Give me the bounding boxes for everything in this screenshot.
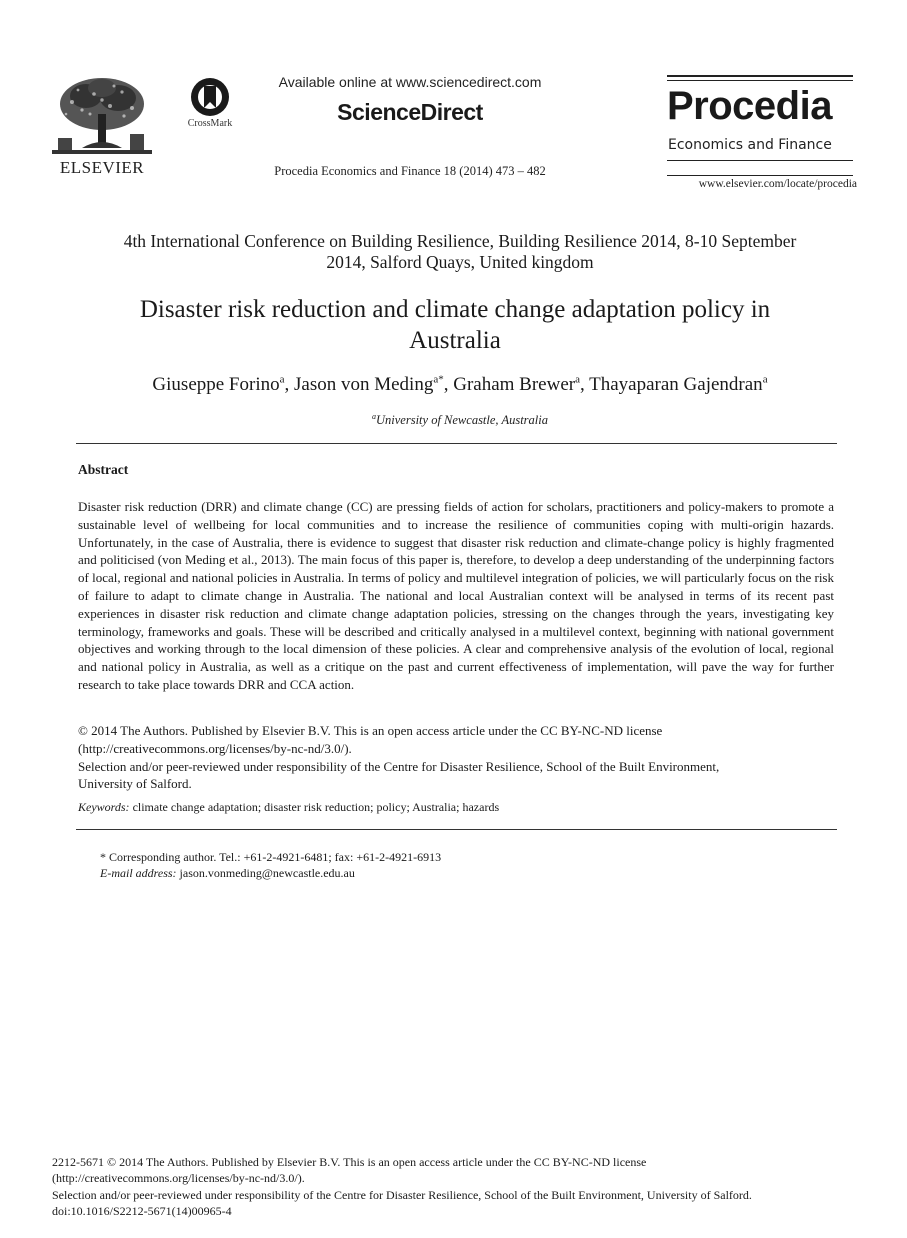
email-address[interactable]: jason.vonmeding@newcastle.edu.au [176, 866, 355, 880]
author-affiliation-mark: a [279, 373, 285, 386]
author-affiliation-mark: a* [433, 373, 444, 386]
affiliation-mark: a [372, 412, 376, 421]
author-affiliation-mark: a [575, 373, 580, 386]
author-name: Thayaparan Gajendran [589, 374, 763, 395]
license-block [78, 722, 834, 793]
corresponding-email-line [100, 865, 800, 881]
keywords-list: climate change adaptation; disaster risk reduction; policy; Australia; hazards [129, 800, 500, 814]
paper-title-line: Disaster risk reduction and climate change adaptation policy in [139, 296, 771, 323]
abstract-body: Disaster risk reduction (DRR) and climate change (CC) are pressing fields of action for scholars, practitioners and policy-makers to promote a sustainable level of wellbeing for local communities and to increase the resilience of communities coping with multi-origin hazards. Unfortunately, in the case of Australia, there is evidence to suggest that disaster risk reduction and climate-change policy is highly fragmented and politicised (von Meding et al., 2013). The main focus of this paper is, therefore, to develop a deep understanding of the underpinning factors of local, regional and national policies in Australia. In terms of policy and multilevel integration of policies, we will particularly focus on the risk of failure to adapt to climate change in Australia. The national and local Australian context will be analysed in terms of its recent past experiences in disaster risk reduction and climate change adaptation policies, stressing on the changes through the years, investigating key terminology, frameworks and goals. These will be described and critically analysed in a multilevel context, beginning with national government objectives and working through to the local dimension of these policies. A clear and comprehensive analysis of the evolution of local, regional and national policy in Australia, as well as a critique on the past and current effectiveness of implementation, will pave the way for further research to take place towards DRR and CCA action. [78, 499, 834, 692]
conference-line: 4th International Conference on Building Resilience, Building Resilience 2014, 8-10 September [123, 231, 797, 251]
author-name: Graham Brewer [453, 374, 576, 395]
author-separator: , [443, 374, 454, 395]
corresponding-author [100, 849, 800, 881]
crossmark-label: CrossMark [187, 118, 233, 129]
section-rule [76, 829, 837, 830]
author-separator: , [579, 374, 590, 395]
sciencedirect-brand: ScienceDirect [337, 99, 483, 125]
review-line: University of Salford. [78, 776, 192, 792]
conference-info [60, 231, 860, 273]
affiliation [60, 412, 860, 428]
elsevier-tree-icon [52, 74, 152, 158]
license-line: © 2014 The Authors. Published by Elsevier B.V. This is an open access article under the CC BY-NC-ND license [78, 723, 663, 738]
license-link[interactable]: (http://creativecommons.org/licenses/by-nc-nd/3.0/). [78, 740, 352, 756]
author-separator: , [284, 374, 294, 395]
author-name: Jason von Meding [294, 374, 434, 395]
procedia-rule [667, 160, 853, 161]
footer-line: Selection and/or peer-reviewed under responsibility of the Centre for Disaster Resilience, School of the Built Environment, University of Salford. [52, 1187, 752, 1202]
elsevier-wordmark: ELSEVIER [59, 158, 145, 177]
footer-line: 2212-5671 © 2014 The Authors. Published by Elsevier B.V. This is an open access article under the CC BY-NC-ND license [52, 1155, 647, 1169]
paper-title-line: Australia [409, 327, 501, 354]
procedia-title: Procedia [667, 84, 832, 128]
author-list [60, 374, 860, 396]
paper-title [60, 294, 850, 356]
procedia-subtitle: Economics and Finance [668, 137, 832, 153]
section-rule [76, 443, 837, 444]
author-affiliation-mark: a [762, 373, 768, 386]
affiliation-text: University of Newcastle, Australia [376, 413, 548, 428]
email-label: E-mail address: [100, 866, 177, 880]
journal-reference: Procedia Economics and Finance 18 (2014) 473 – 482 [274, 164, 546, 178]
procedia-rule [667, 75, 853, 77]
keywords [78, 800, 834, 815]
author-name: Giuseppe Forino [152, 374, 280, 395]
procedia-url-link[interactable]: www.elsevier.com/locate/procedia [698, 178, 857, 190]
conference-line: 2014, Salford Quays, United kingdom [326, 252, 594, 272]
footer-doi[interactable]: doi:10.1016/S2212-5671(14)00965-4 [52, 1204, 232, 1219]
available-online-link[interactable]: Available online at www.sciencedirect.com [278, 74, 542, 90]
abstract-heading: Abstract [78, 462, 129, 477]
corresponding-contact: * Corresponding author. Tel.: +61-2-4921-6481; fax: +61-2-4921-6913 [100, 850, 442, 864]
procedia-rule [667, 80, 853, 81]
elsevier-logo [52, 74, 152, 179]
procedia-rule [667, 175, 853, 176]
review-line: Selection and/or peer-reviewed under responsibility of the Centre for Disaster Resilience, School of the Built Environment, [78, 758, 720, 774]
page-footer [52, 1154, 862, 1220]
keywords-label: Keywords: [78, 800, 130, 814]
footer-license-link[interactable]: (http://creativecommons.org/licenses/by-nc-nd/3.0/). [52, 1171, 305, 1186]
